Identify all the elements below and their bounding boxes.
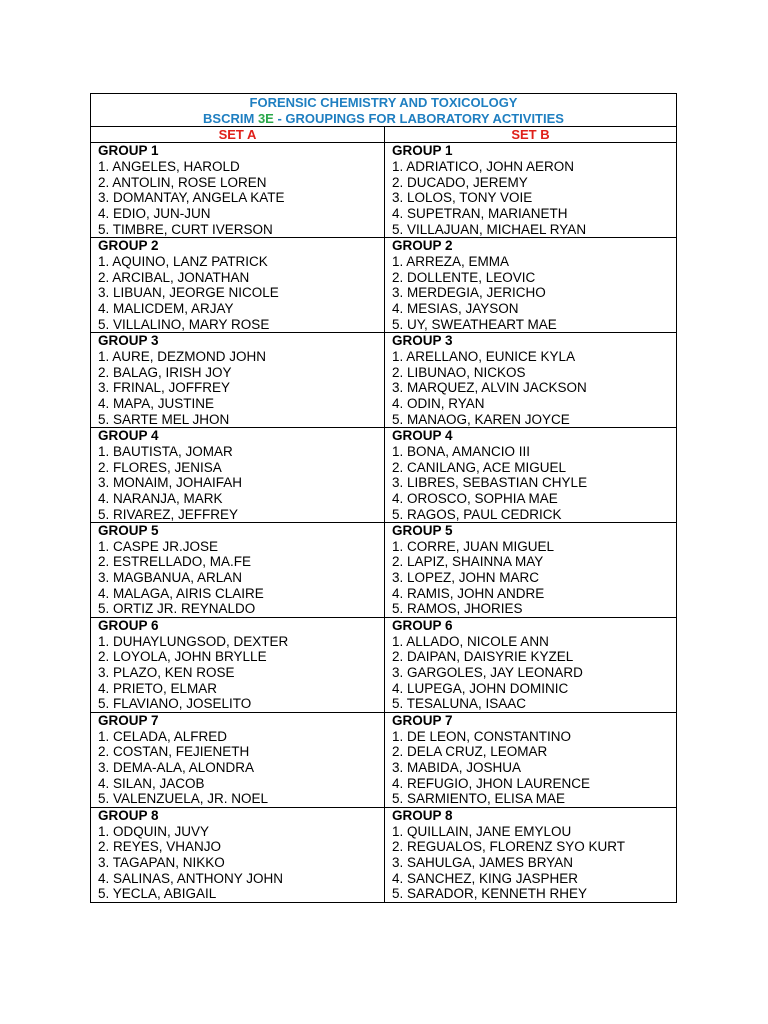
member-name: 3. LIBUAN, JEORGE NICOLE — [98, 285, 279, 301]
member-name: 4. SUPETRAN, MARIANETH — [392, 206, 568, 222]
subtitle-prefix: BSCRIM — [203, 110, 258, 126]
member-name: 4. LUPEGA, JOHN DOMINIC — [392, 680, 569, 696]
set-a-group-cell — [91, 713, 384, 807]
member-name: 2. CANILANG, ACE MIGUEL — [392, 459, 567, 475]
member-name: 4. ODIN, RYAN — [392, 395, 485, 411]
member-name: 3. MONAIM, JOHAIFAH — [98, 475, 243, 491]
member-name: 5. TESALUNA, ISAAC — [392, 696, 527, 712]
member-name: 3. GARGOLES, JAY LEONARD — [392, 665, 583, 681]
member-name: 5. ORTIZ JR. REYNALDO — [98, 601, 256, 617]
member-name: 4. SANCHEZ, KING JASPHER — [392, 870, 579, 886]
member-name: 2. ESTRELLADO, MA.FE — [98, 554, 252, 570]
set-a-group-cell — [91, 238, 384, 332]
member-name: 2. ANTOLIN, ROSE LOREN — [98, 174, 267, 190]
set-a-group-cell — [91, 523, 384, 617]
member-name: 4. MALAGA, AIRIS CLAIRE — [98, 585, 264, 601]
group-row — [91, 143, 676, 238]
member-name: 3. DEMA-ALA, ALONDRA — [98, 760, 255, 775]
member-name: 4. RAMIS, JOHN ANDRE — [392, 585, 545, 601]
member-name: 2. LIBUNAO, NICKOS — [392, 364, 526, 380]
member-name: 5. SARMIENTO, ELISA MAE — [392, 791, 566, 807]
group-title: GROUP 1 — [392, 143, 453, 159]
section-code: 3E — [257, 110, 274, 126]
member-name: 4. PRIETO, ELMAR — [98, 680, 218, 696]
set-b-group-cell — [384, 143, 676, 237]
member-name: 3. DOMANTAY, ANGELA KATE — [98, 190, 285, 206]
group-title: GROUP 5 — [392, 523, 453, 539]
member-name: 5. YECLA, ABIGAIL — [98, 886, 217, 902]
set-b-group-cell — [384, 618, 676, 712]
member-name: 3. MABIDA, JOSHUA — [392, 760, 522, 775]
set-b-group-cell — [384, 333, 676, 427]
group-title: GROUP 4 — [98, 428, 159, 444]
group-row — [91, 238, 676, 333]
member-name: 4. SILAN, JACOB — [98, 775, 205, 791]
set-b-group-cell — [384, 713, 676, 807]
member-name: 1. ADRIATICO, JOHN AERON — [392, 159, 575, 175]
member-name: 4. REFUGIO, JHON LAURENCE — [392, 775, 591, 791]
member-name: 2. REYES, VHANJO — [98, 839, 222, 855]
member-name: 1. CORRE, JUAN MIGUEL — [392, 538, 555, 554]
member-name: 5. RIVAREZ, JEFFREY — [98, 506, 239, 522]
member-name: 1. AURE, DEZMOND JOHN — [98, 348, 267, 364]
member-name: 2. DOLLENTE, LEOVIC — [392, 269, 536, 285]
member-name: 5. VALENZUELA, JR. NOEL — [98, 791, 269, 807]
set-header-row — [91, 127, 676, 143]
member-name: 4. MAPA, JUSTINE — [98, 395, 215, 411]
group-title: GROUP 4 — [392, 428, 453, 444]
member-name: 2. DUCADO, JEREMY — [392, 174, 528, 190]
group-row — [91, 523, 676, 618]
group-row — [91, 618, 676, 713]
set-a-group-cell — [91, 618, 384, 712]
member-name: 3. SAHULGA, JAMES BRYAN — [392, 854, 574, 870]
member-name: 4. EDIO, JUN-JUN — [98, 206, 211, 222]
member-name: 5. MANAOG, KAREN JOYCE — [392, 411, 570, 427]
member-name: 1. ARREZA, EMMA — [392, 254, 510, 269]
member-name: 4. SALINAS, ANTHONY JOHN — [98, 870, 284, 886]
member-name: 5. VILLAJUAN, MICHAEL RYAN — [392, 221, 587, 237]
member-name: 2. ARCIBAL, JONATHAN — [98, 269, 250, 285]
member-name: 5. UY, SWEATHEART MAE — [392, 316, 557, 332]
set-b-group-cell — [384, 238, 676, 332]
member-name: 1. BONA, AMANCIO III — [392, 443, 531, 459]
member-name: 3. TAGAPAN, NIKKO — [98, 854, 225, 870]
member-name: 1. QUILLAIN, JANE EMYLOU — [392, 823, 572, 839]
member-name: 3. LOLOS, TONY VOIE — [392, 190, 533, 206]
member-name: 2. FLORES, JENISA — [98, 459, 222, 475]
member-name: 3. MAGBANUA, ARLAN — [98, 570, 243, 586]
member-name: 4. MESIAS, JAYSON — [392, 300, 519, 316]
member-name: 5. VILLALINO, MARY ROSE — [98, 316, 270, 332]
member-name: 1. ARELLANO, EUNICE KYLA — [392, 348, 576, 364]
member-name: 5. SARTE MEL JHON — [98, 411, 230, 427]
set-b-group-cell — [384, 428, 676, 522]
member-name: 2. REGUALOS, FLORENZ SYO KURT — [392, 839, 626, 855]
member-name: 4. MALICDEM, ARJAY — [98, 300, 234, 316]
group-title: GROUP 3 — [392, 333, 453, 349]
groups-body — [91, 143, 676, 902]
member-name: 5. RAGOS, PAUL CEDRICK — [392, 506, 562, 522]
member-name: 2. BALAG, IRISH JOY — [98, 364, 232, 380]
member-name: 1. ANGELES, HAROLD — [98, 159, 240, 175]
member-name: 3. FRINAL, JOFFREY — [98, 380, 231, 396]
member-name: 1. BAUTISTA, JOMAR — [98, 443, 233, 459]
subtitle-suffix: - GROUPINGS FOR LABORATORY ACTIVITIES — [273, 110, 564, 126]
member-name: 3. LOPEZ, JOHN MARC — [392, 570, 540, 586]
member-name: 5. RAMOS, JHORIES — [392, 601, 523, 617]
group-title: GROUP 5 — [98, 523, 159, 539]
member-name: 1. CASPE JR.JOSE — [98, 538, 219, 554]
group-title: GROUP 7 — [392, 713, 453, 729]
member-name: 5. FLAVIANO, JOSELITO — [98, 696, 252, 712]
group-row — [91, 713, 676, 808]
group-row — [91, 333, 676, 428]
set-a-header: SET A — [218, 127, 257, 143]
group-row — [91, 808, 676, 902]
group-title: GROUP 2 — [392, 238, 453, 254]
group-title: GROUP 8 — [98, 807, 159, 823]
member-name: 2. DELA CRUZ, LEOMAR — [392, 744, 548, 760]
member-name: 4. NARANJA, MARK — [98, 490, 223, 506]
member-name: 1. DE LEON, CONSTANTINO — [392, 728, 572, 744]
group-title: GROUP 7 — [98, 713, 159, 729]
set-a-group-cell — [91, 333, 384, 427]
set-a-group-cell — [91, 143, 384, 237]
group-title: GROUP 2 — [98, 238, 159, 254]
group-row — [91, 428, 676, 523]
member-name: 1. AQUINO, LANZ PATRICK — [98, 254, 268, 269]
member-name: 2. COSTAN, FEJIENETH — [98, 744, 250, 760]
set-b-group-cell — [384, 808, 676, 902]
member-name: 2. DAIPAN, DAISYRIE KYZEL — [392, 649, 574, 665]
member-name: 3. PLAZO, KEN ROSE — [98, 665, 235, 681]
group-title: GROUP 3 — [98, 333, 159, 349]
member-name: 1. CELADA, ALFRED — [98, 728, 228, 744]
member-name: 2. LOYOLA, JOHN BRYLLE — [98, 649, 267, 665]
member-name: 1. ODQUIN, JUVY — [98, 823, 210, 839]
document-subtitle — [91, 111, 676, 127]
grouping-table — [90, 93, 677, 903]
set-b-group-cell — [384, 523, 676, 617]
document-title: FORENSIC CHEMISTRY AND TOXICOLOGY — [249, 95, 518, 110]
set-b-header: SET B — [384, 127, 676, 142]
member-name: 1. ALLADO, NICOLE ANN — [392, 633, 549, 649]
set-a-group-cell — [91, 808, 384, 902]
member-name: 4. OROSCO, SOPHIA MAE — [392, 490, 558, 506]
group-title: GROUP 6 — [392, 618, 453, 634]
table-header — [91, 94, 676, 127]
member-name: 5. SARADOR, KENNETH RHEY — [392, 886, 588, 902]
member-name: 5. TIMBRE, CURT IVERSON — [98, 221, 273, 237]
member-name: 3. MERDEGIA, JERICHO — [392, 285, 546, 301]
member-name: 3. MARQUEZ, ALVIN JACKSON — [392, 380, 587, 396]
group-title: GROUP 8 — [392, 807, 453, 823]
group-title: GROUP 6 — [98, 618, 159, 634]
set-a-group-cell — [91, 428, 384, 522]
member-name: 2. LAPIZ, SHAINNA MAY — [392, 554, 544, 570]
member-name: 3. LIBRES, SEBASTIAN CHYLE — [392, 475, 588, 491]
member-name: 1. DUHAYLUNGSOD, DEXTER — [98, 633, 289, 649]
group-title: GROUP 1 — [98, 143, 159, 159]
